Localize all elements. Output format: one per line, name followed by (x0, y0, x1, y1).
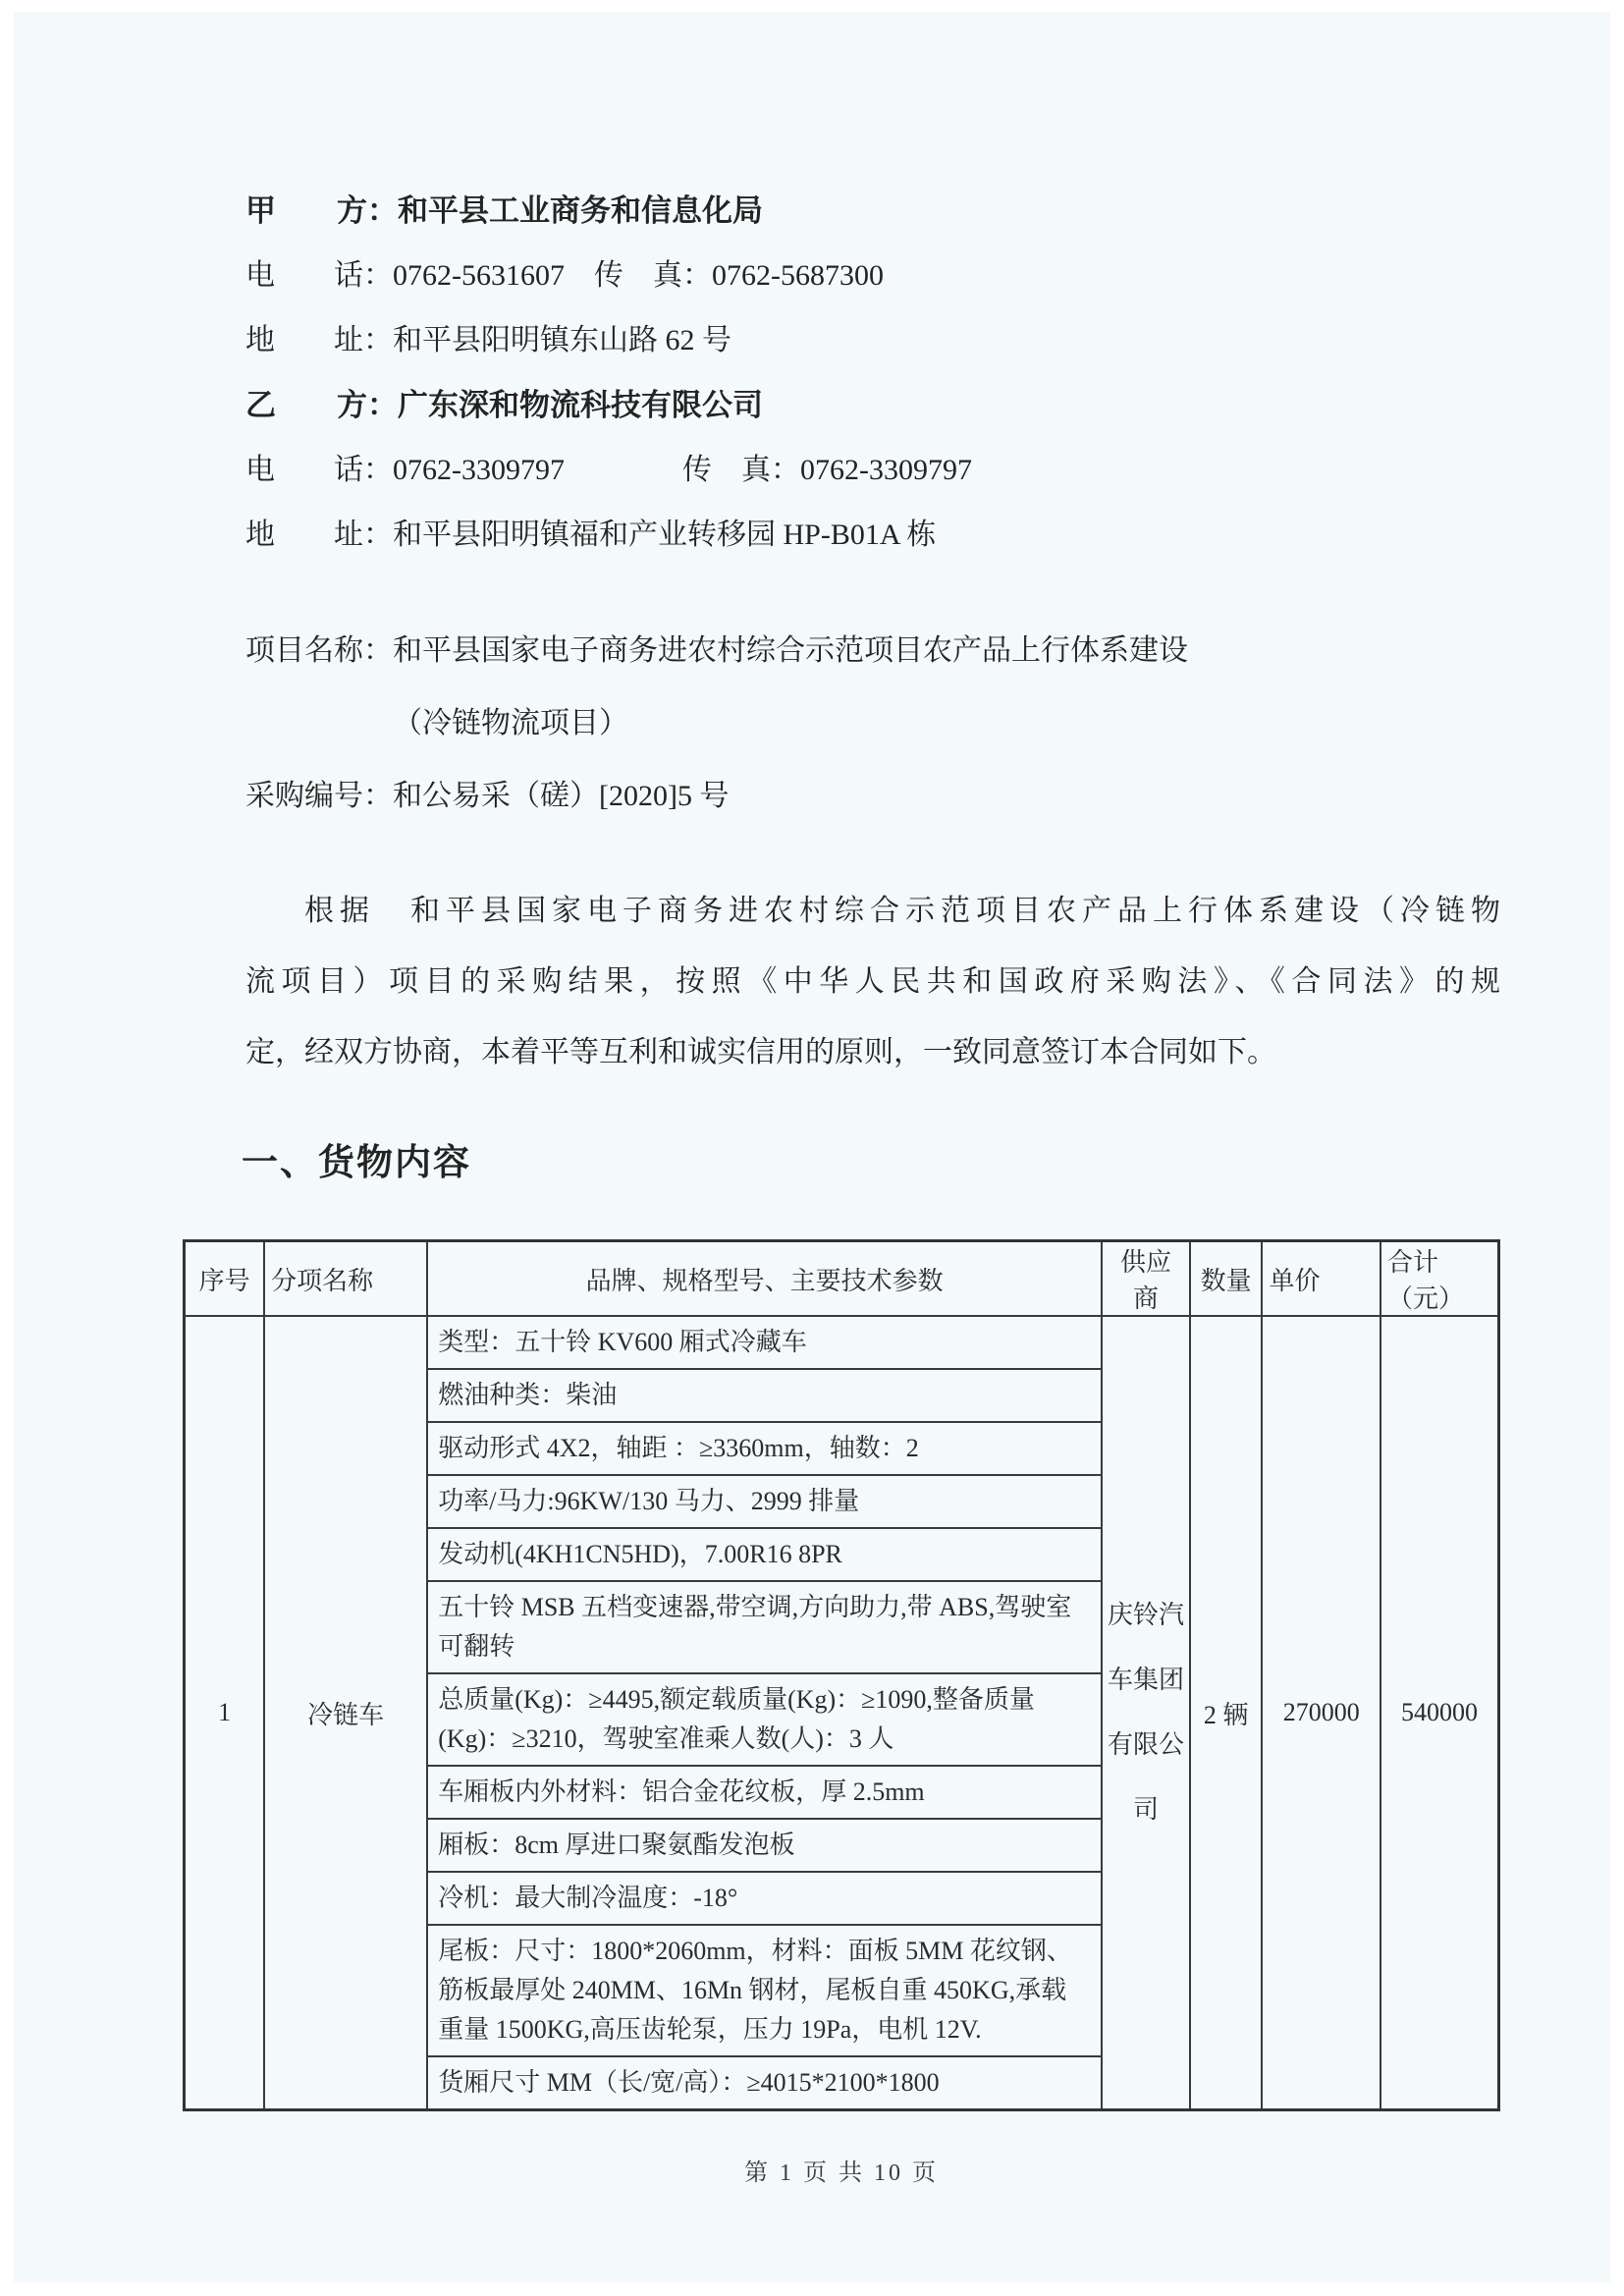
header-seq: 序号 (185, 1241, 265, 1317)
project-name-line-2: （冷链物流项目） (393, 707, 628, 739)
header-quantity: 数量 (1190, 1241, 1263, 1317)
party-a-line: 甲 方：和平县工业商务和信息化局 (245, 193, 763, 228)
scanned-paper (14, 12, 1610, 2282)
party-b-address-line: 地 址：和平县阳明镇福和产业转移园 HP-B01A 栋 (245, 519, 937, 551)
intro-paragraph (245, 876, 1500, 1088)
spec-cell: 尾板：尺寸：1800*2060mm，材料：面板 5MM 花纹钢、筋板最厚处 240MM、16Mn 钢材，尾板自重 450KG,承载重量 1500KG,高压齿轮泵，压力 19Pa，电机 12V. (427, 1925, 1102, 2056)
party-a-phone-line: 电 话：0762-5631607 传 真：0762-5687300 (245, 259, 884, 292)
party-info-block (245, 179, 1500, 568)
unit-price-cell: 270000 (1262, 1316, 1380, 2110)
header-supplier: 供应商 (1102, 1241, 1190, 1317)
spec-cell: 货厢尺寸 MM（长/宽/高）：≥4015*2100*1800 (427, 2056, 1102, 2110)
spec-cell: 厢板：8cm 厚进口聚氨酯发泡板 (427, 1819, 1102, 1872)
supplier-cell: 庆铃汽车集团有限公司 (1102, 1316, 1190, 2110)
spec-cell: 驱动形式 4X2，轴距 ：≥3360mm，轴数：2 (427, 1422, 1102, 1475)
item-name-cell: 冷链车 (264, 1316, 427, 2110)
document-content (14, 179, 1610, 2187)
spec-cell: 总质量(Kg)：≥4495,额定载质量(Kg)：≥1090,整备质量(Kg)：≥3210，驾驶室准乘人数(人)：3 人 (427, 1673, 1102, 1766)
intro-line: 根据 和平县国家电子商务进农村综合示范项目农产品上行体系建设（冷链物 (304, 895, 1500, 927)
header-item-name: 分项名称 (264, 1241, 427, 1317)
spec-cell: 五十铃 MSB 五档变速器,带空调,方向助力,带 ABS,驾驶室可翻转 (427, 1581, 1102, 1673)
spec-cell: 冷机：最大制冷温度：-18° (427, 1872, 1102, 1925)
spec-row (185, 1316, 1499, 1369)
spec-cell: 功率/马力:96KW/130 马力、2999 排量 (427, 1475, 1102, 1528)
spec-cell: 类型：五十铃 KV600 厢式冷藏车 (427, 1316, 1102, 1369)
party-a-address-line: 地 址：和平县阳明镇东山路 62 号 (245, 324, 731, 356)
header-total: 合计（元） (1380, 1241, 1499, 1317)
page-footer: 第 1 页 共 10 页 (744, 2160, 939, 2186)
header-unit-price: 单价 (1262, 1241, 1380, 1317)
party-b-line: 乙 方：广东深和物流科技有限公司 (245, 388, 763, 422)
quantity-cell: 2 辆 (1190, 1316, 1263, 2110)
intro-line: 流项目）项目的采购结果，按照《中华人民共和国政府采购法》、《合同法》的规 (245, 965, 1500, 998)
procurement-number-line: 采购编号：和公易采（磋）[2020]5 号 (245, 780, 730, 812)
goods-table-header-row (185, 1241, 1499, 1317)
party-b-phone-line: 电 话：0762-3309797 传 真：0762-3309797 (245, 454, 972, 486)
total-cell: 540000 (1380, 1316, 1499, 2110)
intro-line: 定，经双方协商，本着平等互利和诚实信用的原则，一致同意签订本合同如下。 (245, 1036, 1276, 1068)
goods-table (183, 1239, 1500, 2111)
spec-cell: 车厢板内外材料：铝合金花纹板，厚 2.5mm (427, 1766, 1102, 1819)
spec-cell: 发动机(4KH1CN5HD)，7.00R16 8PR (427, 1528, 1102, 1581)
project-name-line: 项目名称：和平县国家电子商务进农村综合示范项目农产品上行体系建设 (245, 634, 1188, 667)
header-spec: 品牌、规格型号、主要技术参数 (427, 1241, 1102, 1317)
spec-cell: 燃油种类：柴油 (427, 1369, 1102, 1422)
seq-cell: 1 (185, 1316, 265, 2110)
project-info-block (245, 615, 1500, 833)
section-heading: 一、货物内容 (242, 1142, 471, 1182)
